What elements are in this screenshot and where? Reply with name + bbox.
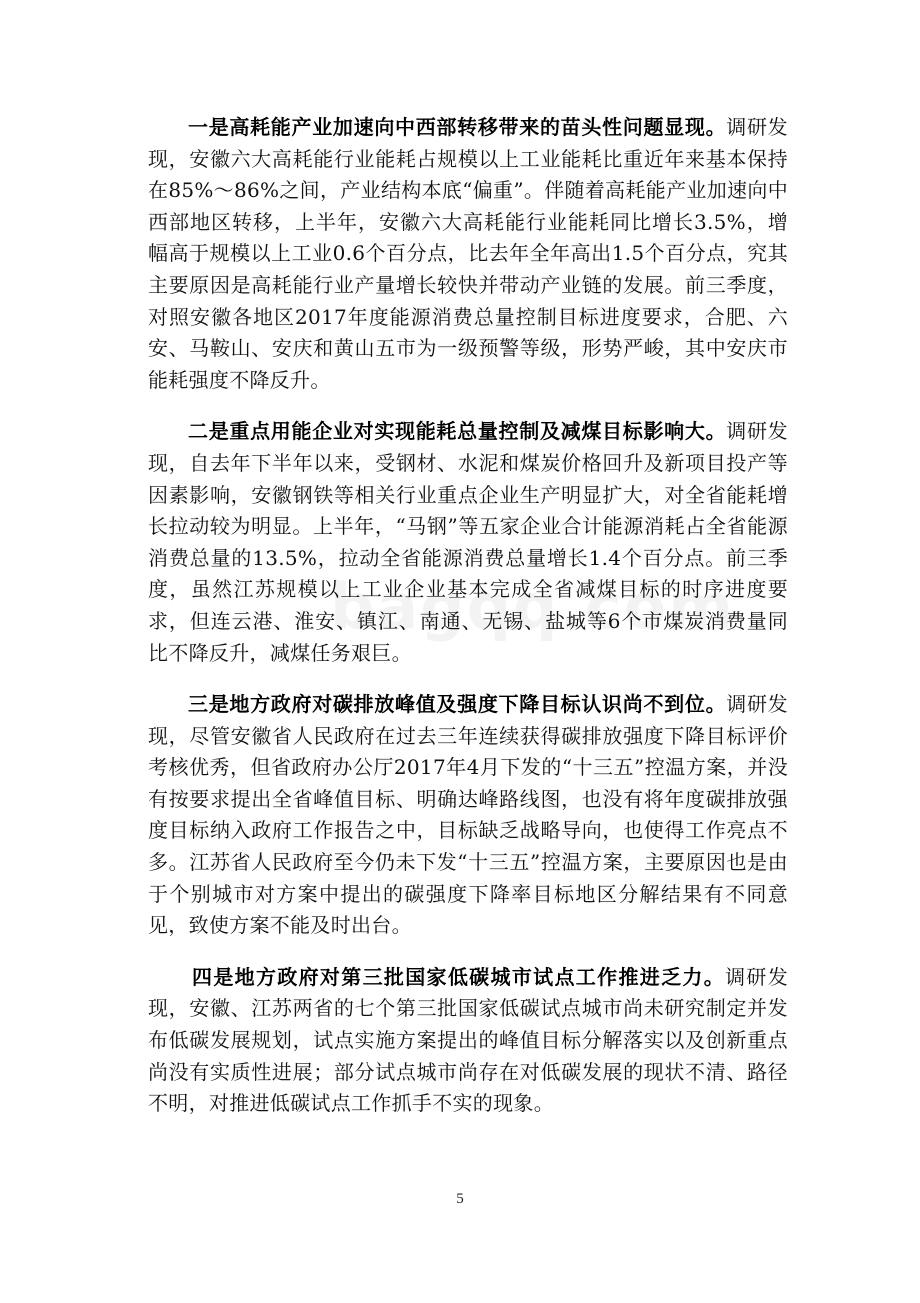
paragraph-3 — [148, 689, 788, 942]
paragraph-3-body: 调研发现，尽管安徽省人民政府在过去三年连续获得碳排放强度下降目标评价考核优秀，但省政府办公厅2017年4月下发的“十三五”控温方案，并没有按要求提出全省峰值目标、明确达峰路线图，也没有将年度碳排放强度目标纳入政府工作报告之中，目标缺乏战略导向，也使得工作亮点不多。江苏省人民政府至今仍未下发“十三五”控温方案，主要原因也是由于个别城市对方案中提出的碳强度下降率目标地区分解结果有不同意见，致使方案不能及时出台。 — [148, 692, 788, 938]
paragraph-2 — [148, 416, 788, 669]
paragraph-2-body: 调研发现，自去年下半年以来，受钢材、水泥和煤炭价格回升及新项目投产等因素影响，安徽钢铁等相关行业重点企业生产明显扩大，对全省能耗增长拉动较为明显。上半年，“马钢”等五家企业合计能源消耗占全省能源消费总量的13.5%，拉动全省能源消费总量增长1.4个百分点。前三季度，虽然江苏规模以上工业企业基本完成全省减煤目标的时序进度要求，但连云港、淮安、镇江、南通、无锡、盐城等6个市煤炭消费量同比不降反升，减煤任务艰巨。 — [148, 419, 788, 665]
paragraph-4 — [148, 962, 788, 1120]
paragraph-1-body: 调研发现，安徽六大高耗能行业能耗占规模以上工业能耗比重近年来基本保持在85%～86%之间，产业结构本底“偏重”。伴随着高耗能产业加速向中西部地区转移，上半年，安徽六大高耗能行业能耗同比增长3.5%，增幅高于规模以上工业0.6个百分点，比去年全年高出1.5个百分点，究其主要原因是高耗能行业产量增长较快并带动产业链的发展。前三季度，对照安徽各地区2017年度能源消费总量控制目标进度要求，合肥、六安、马鞍山、安庆和黄山五市为一级预警等级，形势严峻，其中安庆市能耗强度不降反升。 — [148, 115, 788, 392]
document-body — [148, 112, 788, 1140]
page-number: 5 — [456, 1191, 464, 1207]
paragraph-1-lead: 一是高耗能产业加速向中西部转移带来的苗头性问题显现。 — [188, 115, 727, 139]
paragraph-2-lead: 二是重点用能企业对实现能耗总量控制及减煤目标影响大。 — [188, 419, 727, 444]
paragraph-1 — [148, 112, 788, 396]
paragraph-4-body: 调研发现，安徽、江苏两省的七个第三批国家低碳试点城市尚未研究制定并发布低碳发展规划，试点实施方案提出的峰值目标分解落实以及创新重点尚没有实质性进展；部分试点城市尚存在对低碳发展的现状不清、路径不明，对推进低碳试点工作抓手不实的现象。 — [148, 964, 789, 1116]
paragraph-4-lead: 四是地方政府对第三批国家低碳城市试点工作推进乏力。 — [192, 964, 726, 989]
paragraph-3-lead: 三是地方政府对碳排放峰值及强度下降目标认识尚不到位。 — [188, 692, 727, 717]
